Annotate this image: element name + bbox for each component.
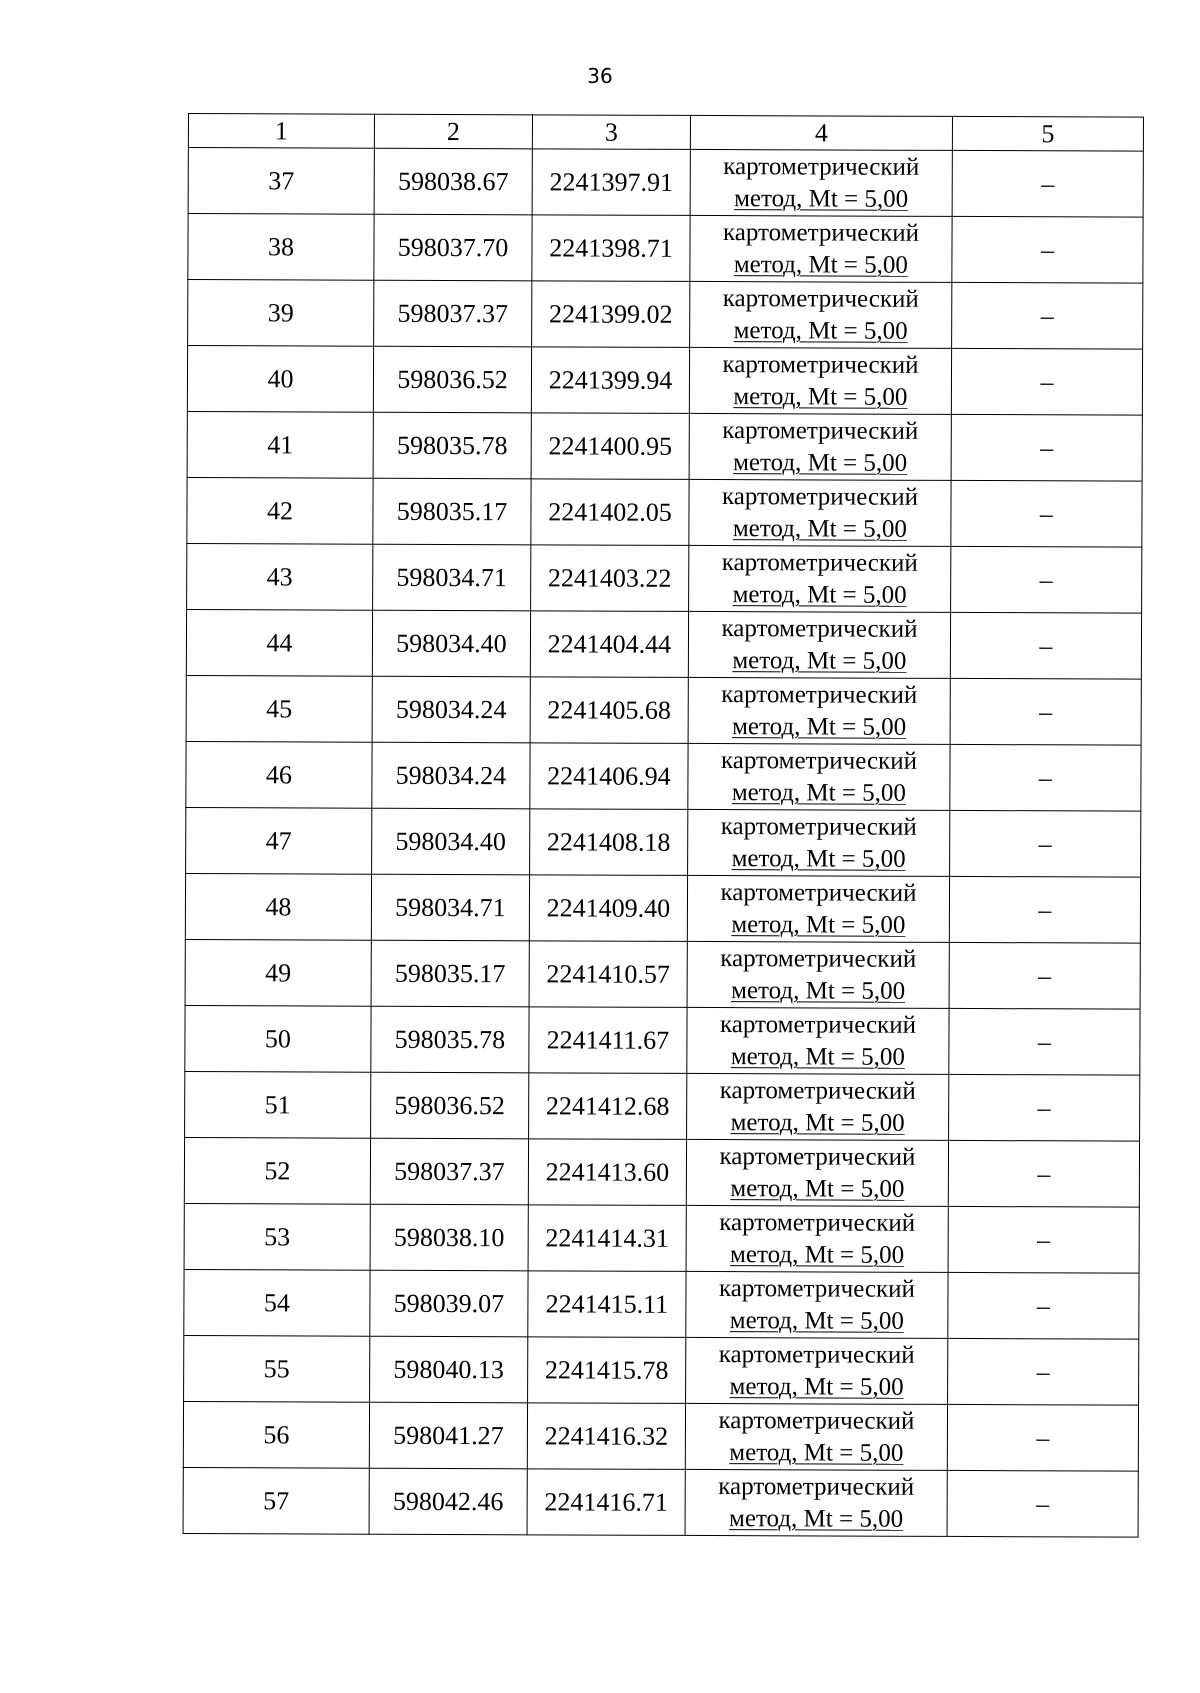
note-cell: – bbox=[951, 348, 1142, 415]
x-coordinate-cell: 598034.24 bbox=[372, 742, 530, 809]
method-cell bbox=[688, 677, 950, 744]
y-coordinate-cell: 2241399.94 bbox=[531, 347, 689, 414]
header-row bbox=[188, 114, 1143, 152]
method-cell bbox=[690, 281, 952, 348]
method-cell bbox=[685, 1469, 947, 1536]
table-row bbox=[187, 346, 1142, 416]
x-coordinate-cell: 598034.71 bbox=[373, 544, 531, 611]
x-coordinate-cell: 598037.70 bbox=[374, 214, 532, 281]
method-cell bbox=[688, 611, 950, 678]
method-name: картометрический bbox=[719, 1076, 916, 1105]
y-coordinate-cell: 2241415.78 bbox=[528, 1337, 686, 1404]
table-row bbox=[185, 1071, 1140, 1141]
y-coordinate-cell: 2241399.02 bbox=[532, 281, 690, 348]
table-row bbox=[188, 214, 1143, 284]
x-coordinate-cell: 598038.67 bbox=[374, 148, 532, 215]
y-coordinate-cell: 2241405.68 bbox=[530, 677, 688, 744]
table-row bbox=[184, 1269, 1139, 1339]
method-cell bbox=[686, 1271, 948, 1338]
method-cell bbox=[686, 1337, 948, 1404]
point-number-cell: 56 bbox=[183, 1401, 369, 1468]
method-accuracy: метод, Mt = 5,00 bbox=[732, 646, 907, 675]
method-name: картометрический bbox=[722, 284, 919, 313]
y-coordinate-cell: 2241410.57 bbox=[529, 941, 687, 1008]
method-cell bbox=[686, 1139, 948, 1206]
method-cell bbox=[689, 479, 951, 546]
method-name: картометрический bbox=[722, 218, 920, 247]
method-accuracy: метод, Mt = 5,00 bbox=[733, 382, 908, 411]
y-coordinate-cell: 2241398.71 bbox=[532, 215, 690, 282]
x-coordinate-cell: 598042.46 bbox=[369, 1468, 527, 1535]
y-coordinate-cell: 2241413.60 bbox=[528, 1139, 686, 1206]
method-accuracy: метод, Mt = 5,00 bbox=[732, 580, 907, 609]
note-cell: – bbox=[952, 216, 1143, 283]
note-cell: – bbox=[949, 876, 1140, 943]
method-accuracy: метод, Mt = 5,00 bbox=[729, 1372, 904, 1401]
point-number-cell: 50 bbox=[185, 1005, 371, 1072]
x-coordinate-cell: 598035.17 bbox=[371, 940, 529, 1007]
method-accuracy: метод, Mt = 5,00 bbox=[729, 1504, 904, 1533]
note-cell: – bbox=[952, 150, 1143, 217]
x-coordinate-cell: 598035.78 bbox=[373, 412, 531, 479]
method-cell bbox=[686, 1205, 948, 1272]
table-row bbox=[184, 1335, 1139, 1405]
method-name: картометрический bbox=[719, 1208, 916, 1237]
point-number-cell: 38 bbox=[188, 214, 374, 281]
method-cell bbox=[690, 149, 952, 216]
x-coordinate-cell: 598038.10 bbox=[370, 1204, 528, 1271]
header-col-4: 4 bbox=[690, 115, 952, 150]
method-name: картометрический bbox=[720, 746, 918, 775]
method-cell bbox=[689, 545, 951, 612]
note-cell: – bbox=[950, 810, 1141, 877]
method-cell bbox=[689, 347, 951, 414]
y-coordinate-cell: 2241397.91 bbox=[532, 149, 690, 216]
note-cell: – bbox=[948, 1206, 1139, 1273]
note-cell: – bbox=[949, 942, 1140, 1009]
point-number-cell: 41 bbox=[187, 411, 373, 478]
method-accuracy: метод, Mt = 5,00 bbox=[730, 1108, 905, 1137]
point-number-cell: 47 bbox=[186, 807, 372, 874]
note-cell: – bbox=[948, 1140, 1139, 1207]
method-cell bbox=[688, 743, 950, 810]
x-coordinate-cell: 598034.40 bbox=[372, 610, 530, 677]
point-number-cell: 44 bbox=[186, 609, 372, 676]
method-cell bbox=[687, 875, 949, 942]
point-number-cell: 54 bbox=[184, 1269, 370, 1336]
method-accuracy: метод, Mt = 5,00 bbox=[730, 1240, 905, 1269]
point-number-cell: 42 bbox=[187, 477, 373, 544]
method-name: картометрический bbox=[721, 482, 919, 511]
note-cell: – bbox=[947, 1404, 1138, 1471]
table-row bbox=[185, 939, 1140, 1009]
header-col-5: 5 bbox=[952, 116, 1143, 151]
coordinates-table bbox=[183, 113, 1144, 1538]
note-cell: – bbox=[949, 1074, 1140, 1141]
note-cell: – bbox=[948, 1338, 1139, 1405]
method-name: картометрический bbox=[718, 1472, 915, 1501]
table-row bbox=[183, 1467, 1138, 1537]
method-cell bbox=[688, 809, 950, 876]
y-coordinate-cell: 2241408.18 bbox=[530, 809, 688, 876]
table-row bbox=[186, 741, 1141, 811]
table-body bbox=[183, 148, 1143, 1538]
method-name: картометрический bbox=[720, 812, 917, 841]
point-number-cell: 55 bbox=[184, 1335, 370, 1402]
x-coordinate-cell: 598037.37 bbox=[370, 1138, 528, 1205]
note-cell: – bbox=[947, 1470, 1138, 1537]
method-accuracy: метод, Mt = 5,00 bbox=[732, 712, 907, 741]
table-row bbox=[187, 543, 1142, 613]
x-coordinate-cell: 598040.13 bbox=[370, 1336, 528, 1403]
x-coordinate-cell: 598034.71 bbox=[371, 874, 529, 941]
y-coordinate-cell: 2241406.94 bbox=[530, 743, 688, 810]
method-name: картометрический bbox=[718, 1406, 915, 1435]
method-name: картометрический bbox=[721, 614, 918, 643]
x-coordinate-cell: 598039.07 bbox=[370, 1270, 528, 1337]
point-number-cell: 52 bbox=[184, 1137, 370, 1204]
point-number-cell: 45 bbox=[186, 675, 372, 742]
point-number-cell: 57 bbox=[183, 1467, 369, 1534]
note-cell: – bbox=[951, 480, 1142, 547]
y-coordinate-cell: 2241412.68 bbox=[529, 1073, 687, 1140]
point-number-cell: 53 bbox=[184, 1203, 370, 1270]
method-name: картометрический bbox=[721, 680, 918, 709]
method-accuracy: метод, Mt = 5,00 bbox=[729, 1438, 904, 1467]
method-name: картометрический bbox=[719, 1142, 916, 1171]
y-coordinate-cell: 2241409.40 bbox=[529, 875, 687, 942]
method-name: картометрический bbox=[722, 350, 919, 379]
x-coordinate-cell: 598035.17 bbox=[373, 478, 531, 545]
method-accuracy: метод, Mt = 5,00 bbox=[731, 910, 906, 939]
method-accuracy: метод, Mt = 5,00 bbox=[733, 448, 908, 477]
method-accuracy: метод, Mt = 5,00 bbox=[731, 844, 906, 873]
x-coordinate-cell: 598037.37 bbox=[374, 280, 532, 347]
x-coordinate-cell: 598036.52 bbox=[373, 346, 531, 413]
method-name: картометрический bbox=[721, 548, 918, 577]
x-coordinate-cell: 598034.40 bbox=[372, 808, 530, 875]
point-number-cell: 48 bbox=[185, 873, 371, 940]
method-accuracy: метод, Mt = 5,00 bbox=[731, 976, 906, 1005]
y-coordinate-cell: 2241416.71 bbox=[527, 1469, 685, 1536]
method-name: картометрический bbox=[722, 416, 919, 445]
table-row bbox=[183, 1401, 1138, 1471]
point-number-cell: 46 bbox=[186, 741, 372, 808]
header-col-1: 1 bbox=[188, 114, 374, 149]
x-coordinate-cell: 598035.78 bbox=[371, 1006, 529, 1073]
note-cell: – bbox=[951, 414, 1142, 481]
page-number: 36 bbox=[587, 64, 613, 88]
point-number-cell: 40 bbox=[187, 346, 373, 413]
note-cell: – bbox=[949, 1008, 1140, 1075]
point-number-cell: 37 bbox=[188, 148, 374, 215]
method-accuracy: метод, Mt = 5,00 bbox=[733, 250, 908, 279]
method-cell bbox=[690, 215, 952, 282]
table-row bbox=[186, 675, 1141, 745]
y-coordinate-cell: 2241411.67 bbox=[529, 1007, 687, 1074]
y-coordinate-cell: 2241414.31 bbox=[528, 1205, 686, 1272]
note-cell: – bbox=[950, 612, 1141, 679]
method-cell bbox=[685, 1403, 947, 1470]
method-accuracy: метод, Mt = 5,00 bbox=[729, 1306, 904, 1335]
table-row bbox=[188, 280, 1143, 350]
method-accuracy: метод, Mt = 5,00 bbox=[733, 316, 908, 345]
method-cell bbox=[687, 941, 949, 1008]
point-number-cell: 49 bbox=[185, 939, 371, 1006]
method-accuracy: метод, Mt = 5,00 bbox=[732, 514, 907, 543]
table-row bbox=[187, 477, 1142, 547]
table-row bbox=[187, 411, 1142, 481]
y-coordinate-cell: 2241402.05 bbox=[531, 479, 689, 546]
note-cell: – bbox=[952, 282, 1143, 349]
y-coordinate-cell: 2241415.11 bbox=[528, 1271, 686, 1338]
point-number-cell: 43 bbox=[187, 543, 373, 610]
x-coordinate-cell: 598034.24 bbox=[372, 676, 530, 743]
method-name: картометрический bbox=[723, 152, 920, 181]
point-number-cell: 51 bbox=[185, 1071, 371, 1138]
y-coordinate-cell: 2241404.44 bbox=[530, 611, 688, 678]
x-coordinate-cell: 598041.27 bbox=[369, 1402, 527, 1469]
method-accuracy: метод, Mt = 5,00 bbox=[734, 184, 909, 213]
method-name: картометрический bbox=[718, 1274, 916, 1303]
method-accuracy: метод, Mt = 5,00 bbox=[730, 1174, 905, 1203]
method-name: картометрический bbox=[720, 944, 917, 973]
note-cell: – bbox=[951, 546, 1142, 613]
point-number-cell: 39 bbox=[188, 280, 374, 347]
table-row bbox=[184, 1137, 1139, 1207]
table-row bbox=[186, 609, 1141, 679]
table-header bbox=[188, 114, 1143, 152]
method-name: картометрический bbox=[719, 1010, 917, 1039]
method-accuracy: метод, Mt = 5,00 bbox=[730, 1042, 905, 1071]
table-row bbox=[185, 873, 1140, 943]
note-cell: – bbox=[950, 744, 1141, 811]
table-row bbox=[188, 148, 1143, 218]
method-cell bbox=[687, 1073, 949, 1140]
table-row bbox=[185, 1005, 1140, 1075]
table-row bbox=[186, 807, 1141, 877]
x-coordinate-cell: 598036.52 bbox=[371, 1072, 529, 1139]
note-cell: – bbox=[948, 1272, 1139, 1339]
header-col-2: 2 bbox=[374, 114, 532, 149]
y-coordinate-cell: 2241416.32 bbox=[527, 1403, 685, 1470]
method-name: картометрический bbox=[720, 878, 917, 907]
note-cell: – bbox=[950, 678, 1141, 745]
header-col-3: 3 bbox=[532, 115, 690, 150]
table-row bbox=[184, 1203, 1139, 1273]
method-accuracy: метод, Mt = 5,00 bbox=[731, 778, 906, 807]
method-cell bbox=[689, 413, 951, 480]
y-coordinate-cell: 2241403.22 bbox=[531, 545, 689, 612]
y-coordinate-cell: 2241400.95 bbox=[531, 413, 689, 480]
method-name: картометрический bbox=[718, 1340, 915, 1369]
method-cell bbox=[687, 1007, 949, 1074]
